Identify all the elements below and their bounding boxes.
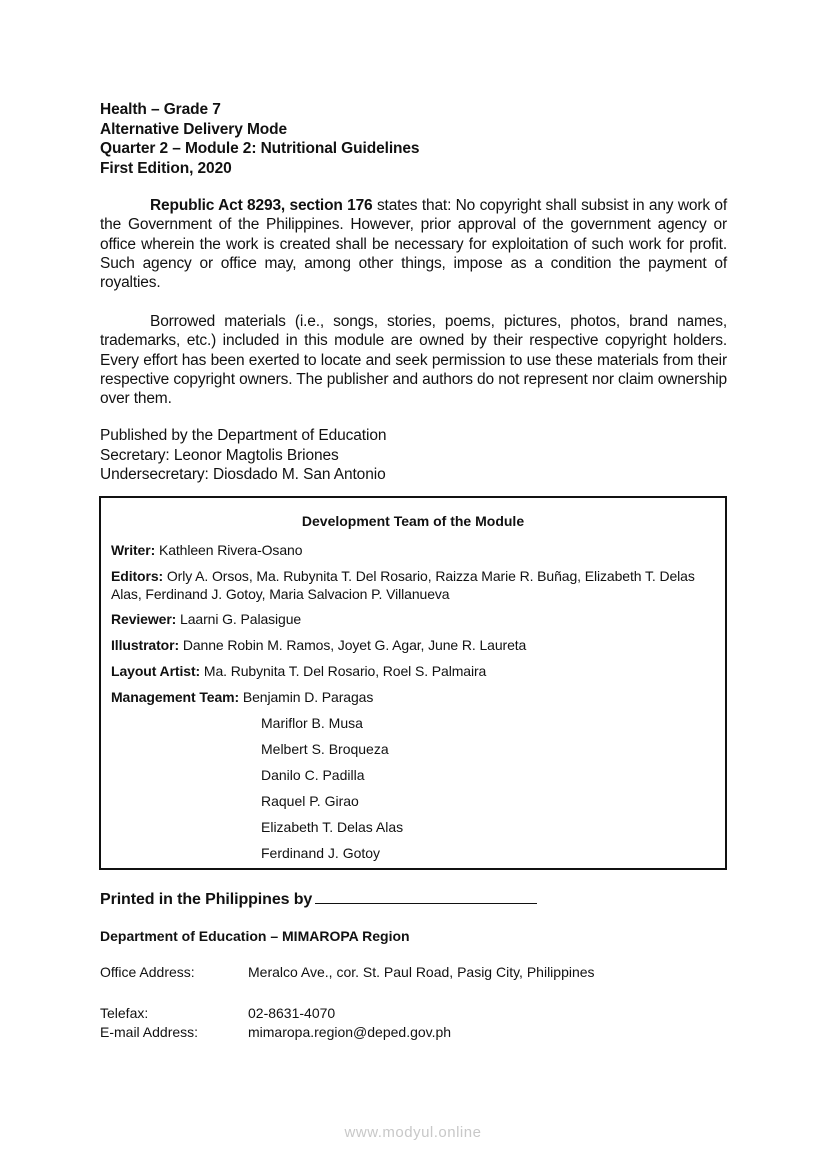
layout-artist-names: Ma. Rubynita T. Del Rosario, Roel S. Palmaira bbox=[200, 663, 487, 679]
editors-row bbox=[111, 567, 711, 603]
reviewer-label: Reviewer: bbox=[111, 611, 177, 627]
management-name: Mariflor B. Musa bbox=[261, 715, 363, 731]
borrowed-materials-notice: Borrowed materials (i.e., songs, stories, poems, pictures, photos, brand names, trademarks, etc.) included in this module are owned by their respective copyright holders. Every effort has been exerted to locate and seek permission to use these materials from their respective copyright owners. The publisher and authors do not represent nor claim ownership over them. bbox=[100, 313, 727, 408]
header-subject: Health – Grade 7 bbox=[100, 101, 221, 118]
region-name: Department of Education – MIMAROPA Region bbox=[100, 928, 410, 944]
header-module-title: Quarter 2 – Module 2: Nutritional Guidelines bbox=[100, 140, 420, 157]
email-label: E-mail Address: bbox=[100, 1024, 199, 1040]
undersecretary: Undersecretary: Diosdado M. San Antonio bbox=[100, 466, 386, 483]
telefax-label: Telefax: bbox=[100, 1005, 149, 1021]
header-edition: First Edition, 2020 bbox=[100, 159, 232, 177]
editors-names: Orly A. Orsos, Ma. Rubynita T. Del Rosario, Raizza Marie R. Buñag, Elizabeth T. Delas Alas, Ferdinand J. Gotoy, Maria Salvacion P. Villanueva bbox=[111, 568, 695, 602]
management-name: Danilo C. Padilla bbox=[261, 767, 365, 783]
layout-artist-label: Layout Artist: bbox=[111, 663, 201, 679]
management-name: Elizabeth T. Delas Alas bbox=[261, 819, 404, 835]
writer-label: Writer: bbox=[111, 542, 156, 558]
development-team-box bbox=[99, 496, 727, 870]
email-row bbox=[100, 1023, 451, 1041]
illustrator-names: Danne Robin M. Ramos, Joyet G. Agar, June R. Laureta bbox=[179, 637, 527, 653]
office-address-row bbox=[100, 963, 595, 981]
printed-by bbox=[100, 889, 537, 909]
published-by: Published by the Department of Education bbox=[100, 427, 387, 444]
management-label: Management Team: bbox=[111, 689, 240, 705]
management-name: Benjamin D. Paragas bbox=[239, 689, 374, 705]
publisher-info bbox=[100, 426, 386, 485]
reviewer-row bbox=[111, 610, 711, 628]
printer-blank-line bbox=[315, 889, 537, 904]
management-row bbox=[111, 688, 711, 706]
printed-by-label: Printed in the Philippines by bbox=[100, 891, 313, 908]
module-header bbox=[100, 100, 727, 178]
layout-artist-row bbox=[111, 662, 711, 680]
management-name: Melbert S. Broqueza bbox=[261, 741, 389, 757]
telefax-row bbox=[100, 1004, 335, 1022]
copyright-law-reference: Republic Act 8293, section 176 bbox=[150, 197, 373, 214]
team-title: Development Team of the Module bbox=[301, 513, 525, 529]
telefax-value: 02-8631-4070 bbox=[248, 1005, 336, 1021]
header-mode: Alternative Delivery Mode bbox=[100, 120, 288, 138]
email-value[interactable]: mimaropa.region@deped.gov.ph bbox=[248, 1024, 452, 1040]
management-name: Raquel P. Girao bbox=[261, 793, 359, 809]
reviewer-name: Laarni G. Palasigue bbox=[176, 611, 302, 627]
writer-name: Kathleen Rivera-Osano bbox=[155, 542, 303, 558]
illustrator-row bbox=[111, 636, 711, 654]
secretary: Secretary: Leonor Magtolis Briones bbox=[100, 446, 339, 464]
management-name: Ferdinand J. Gotoy bbox=[261, 845, 381, 861]
watermark: www.modyul.online bbox=[344, 1124, 482, 1141]
copyright-notice bbox=[100, 196, 727, 292]
illustrator-label: Illustrator: bbox=[111, 637, 180, 653]
copyright-text: states that: No copyright shall subsist in any work of the Government of the Philippines. However, prior approval of the government agency or office wherein the work is created shall be necessary for exploitation of such work for profit. Such agency or office may, among other things, impose as a condition the payment of royalties. bbox=[100, 197, 727, 292]
office-address-value: Meralco Ave., cor. St. Paul Road, Pasig City, Philippines bbox=[248, 964, 595, 980]
office-address-label: Office Address: bbox=[100, 964, 195, 980]
writer-row bbox=[111, 541, 711, 559]
editors-label: Editors: bbox=[111, 568, 164, 584]
